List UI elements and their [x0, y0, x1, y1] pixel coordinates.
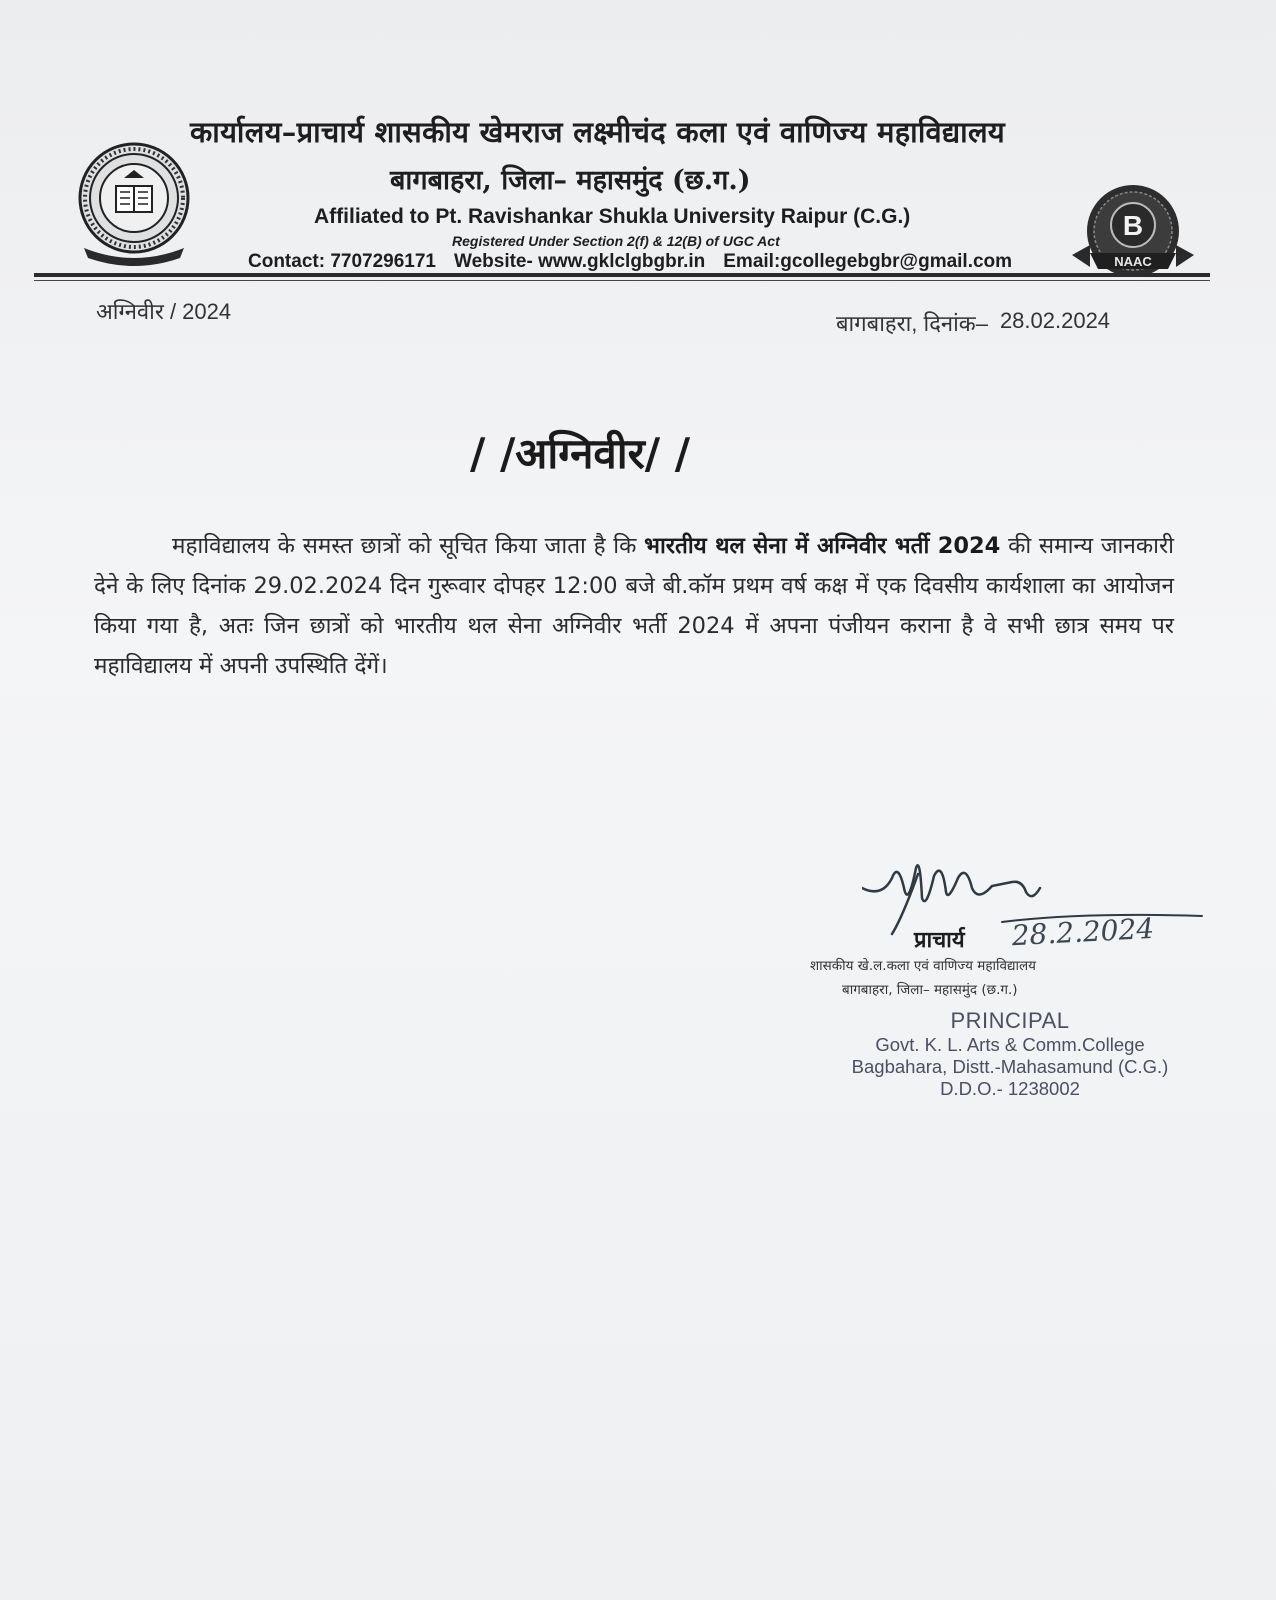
place-date-label: बागबाहरा, दिनांक–	[836, 311, 988, 336]
place-date	[836, 308, 1176, 338]
stamp-college: Govt. K. L. Arts & Comm.College	[875, 1034, 1145, 1055]
header-rule-thin	[34, 280, 1210, 281]
college-address-heading: बागबाहरा, जिला– महासमुंद (छ.ग.)	[390, 165, 751, 196]
header-rule	[34, 273, 1210, 277]
stamp-ddo: D.D.O.- 1238002	[940, 1078, 1080, 1099]
registration-line: Registered Under Section 2(f) & 12(B) of UGC Act	[452, 233, 780, 249]
notice-date: 28.02.2024	[999, 308, 1111, 333]
college-emblem-icon	[76, 140, 194, 266]
stamp-address: Bagbahara, Distt.-Mahasamund (C.G.)	[851, 1056, 1169, 1077]
contact-phone: Contact: 7707296171	[248, 251, 436, 272]
seal-designation-hi: प्राचार्य	[914, 927, 965, 953]
notice-text-part-2: की समान्य जानकारी देने के लिए दिनांक 29.02.2024 दिन गुरूवार दोपहर 12:00 बजे बी.कॉम प्रथम वर्ष कक्ष में एक दिवसीय कार्यशाला का आयोजन किया गया है, अतः जिन छात्रों को भारतीय थल सेना अग्निवीर भर्ती 2024 में अपना पंजीयन कराना है वे सभी छात्र समय पर महाविद्यालय में अपनी उपस्थिति देंगें।	[94, 533, 1174, 679]
affiliation-line: Affiliated to Pt. Ravishankar Shukla University Raipur (C.G.)	[314, 205, 911, 228]
notice-text-highlight: भारतीय थल सेना में अग्निवीर भर्ती 2024	[644, 533, 1001, 559]
stamp-designation: PRINCIPAL	[950, 1008, 1070, 1033]
contact-website: Website- www.gklclgbgbr.in	[454, 251, 706, 272]
contact-email: Email:gcollegebgbr@gmail.com	[723, 251, 1013, 272]
notice-title: / /अग्निवीर/ /	[470, 429, 691, 478]
signature-date: 28.2.2024	[1010, 911, 1155, 953]
naac-label: NAAC	[1114, 254, 1152, 269]
notice-text-part-1: महाविद्यालय के समस्त छात्रों को सूचित किया जाता है कि	[172, 533, 645, 559]
notice-body	[94, 526, 1174, 686]
seal-address-hi: बागबाहरा, जिला– महासमुंद (छ.ग.)	[842, 982, 1018, 998]
office-heading: कार्यालय–प्राचार्य शासकीय खेमराज लक्ष्मीचंद कला एवं वाणिज्य महाविद्यालय	[190, 115, 1006, 149]
principal-stamp	[830, 1008, 1190, 1100]
reference-number: अग्निवीर / 2024	[96, 299, 232, 324]
naac-grade: B	[1122, 210, 1144, 241]
contact-line	[248, 251, 1078, 273]
naac-badge-icon	[1068, 183, 1198, 283]
seal-college-hi: शासकीय खे.ल.कला एवं वाणिज्य महाविद्यालय	[810, 958, 1036, 974]
